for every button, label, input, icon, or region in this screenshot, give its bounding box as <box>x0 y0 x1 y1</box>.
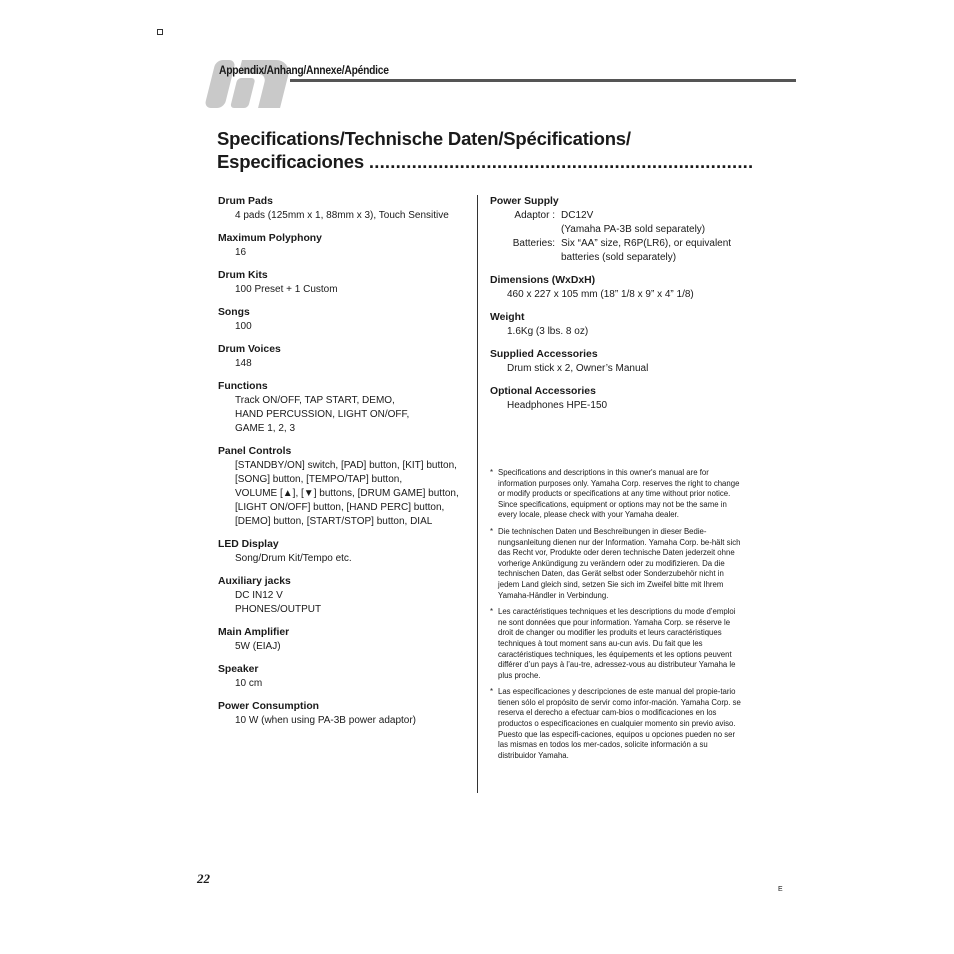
spec-block <box>218 538 470 566</box>
page-title-line-2: Especificaciones ........................................................................ <box>217 151 754 172</box>
power-batteries-row <box>490 237 750 265</box>
specs-right-column <box>490 195 750 422</box>
spec-value: DC IN12 V <box>235 590 283 601</box>
spec-value: 4 pads (125mm x 1, 88mm x 3), Touch Sensitive <box>235 210 449 221</box>
spec-value: 10 cm <box>235 678 263 689</box>
spec-block <box>490 274 750 302</box>
spec-value: 100 Preset + 1 Custom <box>235 284 338 295</box>
section-title: Appendix/Anhang/Annexe/Apéndice <box>219 63 389 77</box>
spec-block <box>218 700 470 728</box>
spec-title: Main Amplifier <box>218 627 290 638</box>
power-adaptor-label: Adaptor : <box>514 210 555 221</box>
spec-title: Speaker <box>218 664 259 675</box>
note-text: Die technischen Daten und Beschreibungen in dieser Bedie-nungsanleitung dienen nur der Information. Yamaha Corp. be-hält sich das Recht vor, Produkte oder deren technische Daten jederzeit ohne vorherige Ankündigung zu verändern oder zu modifizieren. Da die technischen Daten, das Gerät selbst oder Sonderzubehör nicht in jedem Land gleich sind, setzen Sie sich im Zweifel bitte mit Ihrem Yamaha-Händler in Verbindung. <box>498 526 741 600</box>
spec-block <box>490 348 750 376</box>
page-number: 22 <box>197 871 210 886</box>
spec-block <box>218 663 470 691</box>
spec-block <box>490 311 750 339</box>
spec-value: VOLUME [▲], [▼] buttons, [DRUM GAME] button, <box>235 488 459 499</box>
spec-value: [DEMO] button, [START/STOP] button, DIAL <box>235 516 433 527</box>
spec-title: Supplied Accessories <box>490 349 598 360</box>
spec-value: 100 <box>235 321 252 332</box>
note-asterisk: * <box>490 607 494 617</box>
spec-title: Functions <box>218 381 268 392</box>
spec-value: 5W (EIAJ) <box>235 641 281 652</box>
power-adaptor-row <box>490 209 750 237</box>
spec-value: [SONG] button, [TEMPO/TAP] button, <box>235 474 403 485</box>
language-mark: E <box>778 886 783 893</box>
spec-title: Maximum Polyphony <box>218 233 322 244</box>
power-batteries-value: Six “AA” size, R6P(LR6), or equivalent <box>561 238 732 249</box>
spec-title: Songs <box>218 307 250 318</box>
spec-block <box>218 232 470 260</box>
spec-block <box>218 343 470 371</box>
spec-block <box>218 626 470 654</box>
spec-value: Headphones HPE-150 <box>507 400 608 411</box>
title-leader-dots: ........................................................................ <box>368 151 754 172</box>
spec-title: Power Supply <box>490 196 559 207</box>
specs-left-column <box>218 195 470 737</box>
note-text: Les caractéristiques techniques et les descriptions du mode d’emploi ne sont données que pour information. Yamaha Corp. se réserve le droit de changer ou modifier les produits et leurs caractéristiques techniques à tout moment sans au-cun avis. Du fait que les caractéristiques techniques, les équipements et les options peuvent différer d’un pays à l’au-tre, adressez-vous au distributeur Yamaha le plus proche. <box>498 607 736 680</box>
spec-title: Drum Kits <box>218 270 268 281</box>
crop-mark <box>157 29 163 35</box>
note-asterisk: * <box>490 687 494 697</box>
spec-title: LED Display <box>218 539 279 550</box>
disclaimer-note <box>490 468 742 521</box>
spec-block <box>218 306 470 334</box>
power-adaptor-value: DC12V <box>561 210 594 221</box>
spec-block <box>490 385 750 413</box>
spec-title: Optional Accessories <box>490 386 596 397</box>
spec-title: Drum Voices <box>218 344 281 355</box>
spec-title: Power Consumption <box>218 701 320 712</box>
spec-title: Dimensions (WxDxH) <box>490 275 596 286</box>
note-text: Specifications and descriptions in this owner's manual are for information purposes only. Yamaha Corp. reserves the right to change or modify products or specifications at any time without prior notice. Since specifications, equipment or options may not be the same in every locale, please check with your Yamaha dealer. <box>498 468 740 520</box>
spec-title: Drum Pads <box>218 196 273 207</box>
note-asterisk: * <box>490 468 494 477</box>
page-title-line-1: Specifications/Technische Daten/Spécifications/ <box>217 128 631 149</box>
note-text: Las especificaciones y descripciones de este manual del propie-tario tienen sólo el propósito de servir como infor-mación. Yamaha Corp. se reserva el derecho a efectuar cam-bios o modificaciones en los productos o especificaciones en cualquier momento sin previo aviso. Puesto que las especifi-caciones, equipos u opciones pueden no ser las mismas en todos los mer-cados, solicite información a su distribuidor Yamaha. <box>498 687 741 760</box>
page-title <box>217 127 777 173</box>
spec-value: 1.6Kg (3 lbs. 8 oz) <box>507 326 589 337</box>
spec-title: Weight <box>490 312 525 323</box>
spec-value: 460 x 227 x 105 mm (18” 1/8 x 9” x 4” 1/8) <box>507 289 694 300</box>
power-adaptor-value: (Yamaha PA-3B sold separately) <box>561 224 706 235</box>
spec-title: Panel Controls <box>218 446 292 457</box>
header-decoration-icon <box>204 52 304 110</box>
spec-value: Drum stick x 2, Owner’s Manual <box>507 363 649 374</box>
note-asterisk: * <box>490 526 494 536</box>
spec-value: GAME 1, 2, 3 <box>235 423 296 434</box>
spec-value: [STANDBY/ON] switch, [PAD] button, [KIT] button, <box>235 460 457 471</box>
spec-block <box>218 380 470 436</box>
power-batteries-label: Batteries: <box>512 238 555 249</box>
column-divider <box>477 195 478 793</box>
spec-value: [LIGHT ON/OFF] button, [HAND PERC] button, <box>235 502 445 513</box>
spec-block <box>218 445 470 529</box>
spec-value: 16 <box>235 247 247 258</box>
spec-block <box>218 195 470 223</box>
spec-block <box>218 269 470 297</box>
power-batteries-value: batteries (sold separately) <box>561 252 677 263</box>
disclaimer-note <box>490 607 742 681</box>
spec-value: 10 W (when using PA-3B power adaptor) <box>235 715 417 726</box>
spec-value: PHONES/OUTPUT <box>235 604 322 615</box>
disclaimer-note <box>490 687 742 761</box>
spec-value: Song/Drum Kit/Tempo etc. <box>235 553 352 564</box>
disclaimer-notes <box>490 468 742 767</box>
spec-power-supply <box>490 195 750 265</box>
spec-value: HAND PERCUSSION, LIGHT ON/OFF, <box>235 409 410 420</box>
spec-title: Auxiliary jacks <box>218 576 291 587</box>
spec-block <box>218 575 470 617</box>
header-rule <box>290 79 796 82</box>
spec-value: Track ON/OFF, TAP START, DEMO, <box>235 395 395 406</box>
spec-value: 148 <box>235 358 252 369</box>
disclaimer-note <box>490 527 742 601</box>
